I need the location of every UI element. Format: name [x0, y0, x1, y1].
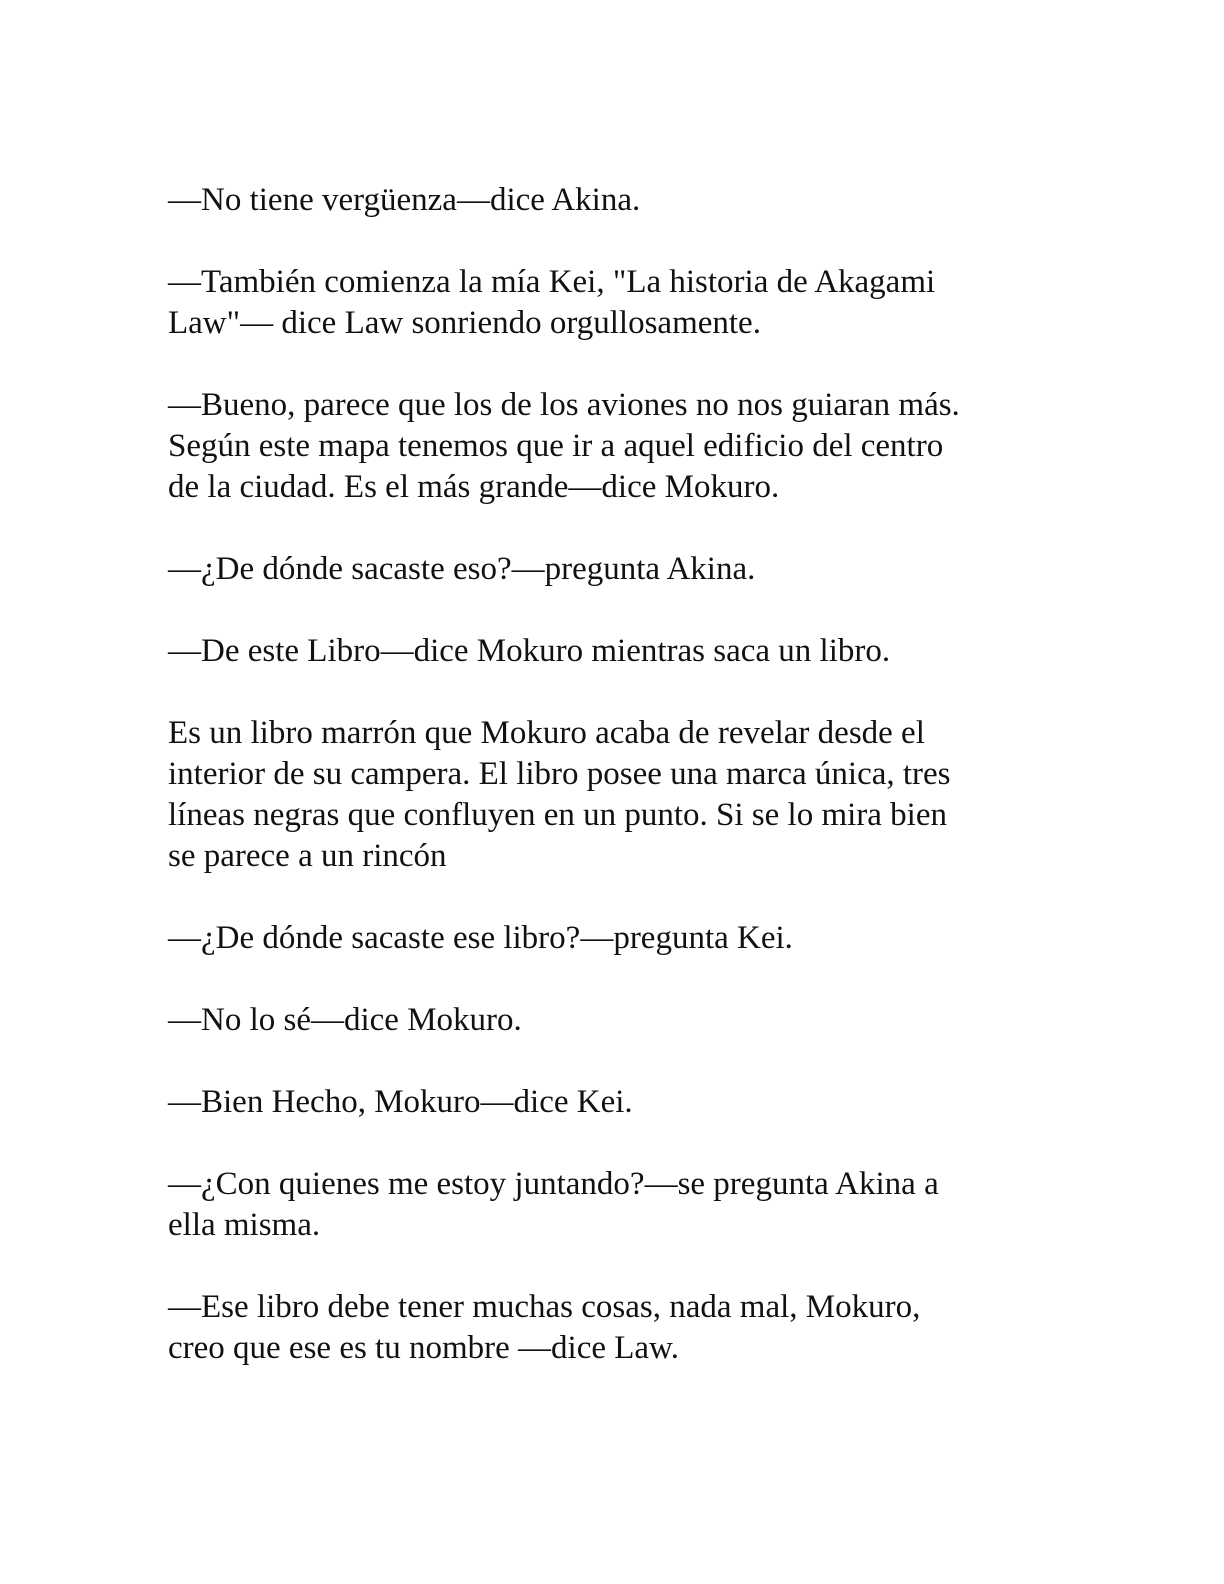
- text-line: —¿De dónde sacaste eso?—pregunta Akina.: [168, 551, 756, 587]
- text-line: Según este mapa tenemos que ir a aquel edificio del centro: [168, 428, 944, 464]
- paragraph-2: [168, 262, 1048, 344]
- text-line: se parece a un rincón: [168, 838, 447, 874]
- text-line: —No tiene vergüenza—dice Akina.: [168, 182, 641, 218]
- text-line: —Bueno, parece que los de los aviones no nos guiaran más.: [168, 387, 960, 423]
- text-line: —¿De dónde sacaste ese libro?—pregunta Kei.: [168, 920, 793, 956]
- text-line: interior de su campera. El libro posee una marca única, tres: [168, 756, 951, 792]
- paragraph-1: [168, 180, 1048, 221]
- paragraph-8: [168, 1000, 1048, 1041]
- text-line: —No lo sé—dice Mokuro.: [168, 1002, 522, 1038]
- text-line: líneas negras que confluyen en un punto. Si se lo mira bien: [168, 797, 947, 833]
- body-text: [168, 180, 1048, 1369]
- paragraph-10: [168, 1164, 1048, 1246]
- paragraph-7: [168, 918, 1048, 959]
- text-line: creo que ese es tu nombre —dice Law.: [168, 1330, 679, 1366]
- text-line: Law"— dice Law sonriendo orgullosamente.: [168, 305, 761, 341]
- paragraph-11: [168, 1287, 1048, 1369]
- paragraph-5: [168, 631, 1048, 672]
- text-line: —De este Libro—dice Mokuro mientras saca un libro.: [168, 633, 891, 669]
- text-line: ella misma.: [168, 1207, 321, 1243]
- paragraph-6: [168, 713, 1048, 877]
- text-line: —Bien Hecho, Mokuro—dice Kei.: [168, 1084, 633, 1120]
- text-line: —Ese libro debe tener muchas cosas, nada mal, Mokuro,: [168, 1289, 921, 1325]
- text-line: Es un libro marrón que Mokuro acaba de revelar desde el: [168, 715, 925, 751]
- text-line: —También comienza la mía Kei, "La historia de Akagami: [168, 264, 936, 300]
- text-line: de la ciudad. Es el más grande—dice Mokuro.: [168, 469, 780, 505]
- paragraph-3: [168, 385, 1048, 508]
- paragraph-9: [168, 1082, 1048, 1123]
- paragraph-4: [168, 549, 1048, 590]
- text-line: —¿Con quienes me estoy juntando?—se pregunta Akina a: [168, 1166, 939, 1202]
